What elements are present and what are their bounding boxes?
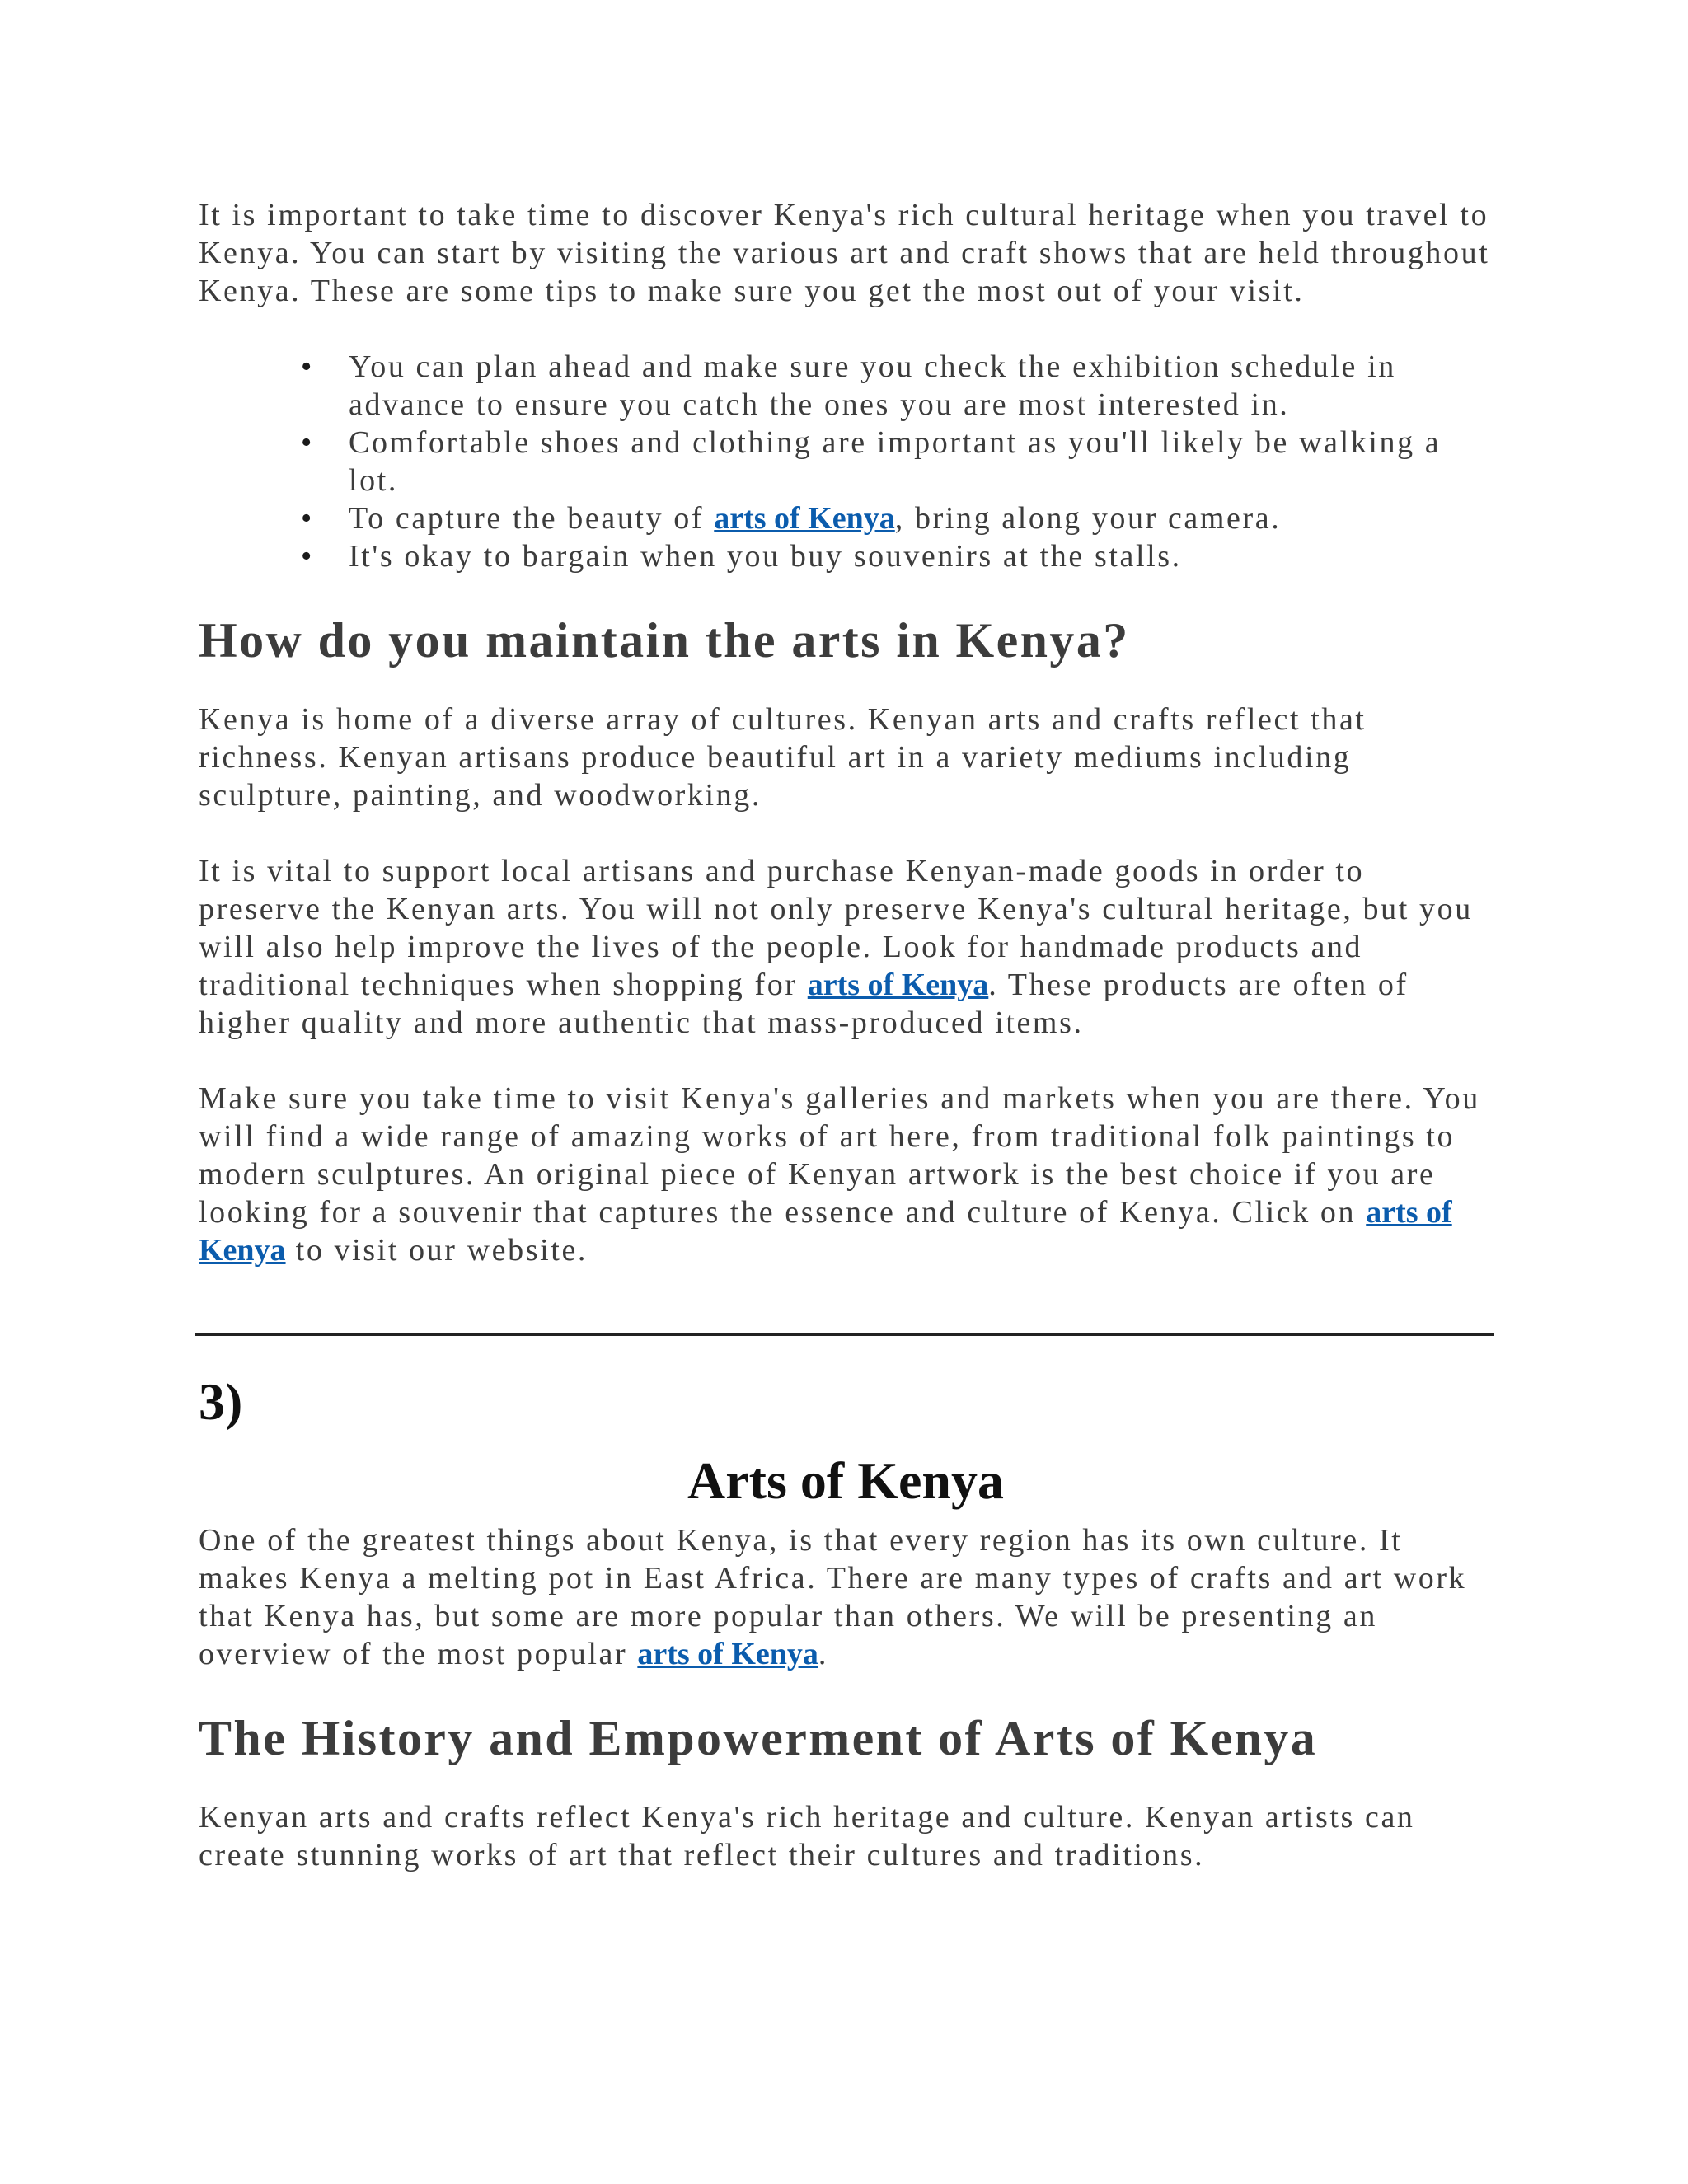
paragraph-text: to visit our website. bbox=[285, 1233, 588, 1268]
tips-list bbox=[199, 348, 1493, 575]
paragraph-text: . These products are often of higher quality and more authentic that mass-produced items. bbox=[199, 968, 1409, 1040]
section3-paragraph-1 bbox=[199, 1521, 1493, 1673]
list-item bbox=[349, 499, 1493, 537]
history-heading: The History and Empowerment of Arts of Kenya bbox=[199, 1711, 1318, 1765]
tip-text: Comfortable shoes and clothing are important as you'll likely be walking a lot. bbox=[349, 425, 1442, 498]
document-page bbox=[199, 196, 1493, 1874]
section-number: 3) bbox=[199, 1372, 243, 1431]
tip-text: You can plan ahead and make sure you check the exhibition schedule in advance to ensure you catch the ones you are most interested in. bbox=[349, 349, 1396, 422]
intro-paragraph: It is important to take time to discover Kenya's rich cultural heritage when you travel to Kenya. You can start by visiting the various art and craft shows that are held throughout Kenya. These are some tips to make sure you get the most out of your visit. bbox=[199, 198, 1490, 308]
maintain-paragraph-3 bbox=[199, 1080, 1493, 1269]
maintain-heading: How do you maintain the arts in Kenya? bbox=[199, 613, 1130, 668]
tip-text: It's okay to bargain when you buy souvenirs at the stalls. bbox=[349, 539, 1182, 574]
section3-paragraph-2: Kenyan arts and crafts reflect Kenya's rich heritage and culture. Kenyan artists can create stunning works of art that reflect their cultures and traditions. bbox=[199, 1800, 1415, 1872]
tip-text-after: , bring along your camera. bbox=[894, 501, 1282, 536]
paragraph-text: Make sure you take time to visit Kenya's galleries and markets when you are there. You will find a wide range of amazing works of art here, from traditional folk paintings to modern sculptures. An original piece of Kenyan artwork is the best choice if you are looking for a souvenir that captures the essence and culture of Kenya. Click on bbox=[199, 1081, 1480, 1230]
arts-of-kenya-link[interactable]: arts of Kenya bbox=[199, 1195, 1452, 1268]
list-item bbox=[349, 348, 1493, 424]
divider-block bbox=[199, 1269, 1493, 1371]
list-item bbox=[349, 537, 1493, 575]
arts-of-kenya-link[interactable]: arts of Kenya bbox=[714, 501, 895, 536]
arts-of-kenya-link[interactable]: arts of Kenya bbox=[807, 968, 989, 1002]
paragraph-text: One of the greatest things about Kenya, is that every region has its own culture. It makes Kenya a melting pot in East Africa. There are many types of crafts and art work that Kenya has, but some are more popular than others. We will be presenting an overview of the most popular bbox=[199, 1523, 1467, 1671]
arts-of-kenya-link[interactable]: arts of Kenya bbox=[637, 1637, 818, 1671]
maintain-paragraph-2 bbox=[199, 852, 1493, 1042]
horizontal-rule bbox=[195, 1333, 1494, 1336]
paragraph-text: . bbox=[818, 1637, 828, 1671]
list-item bbox=[349, 424, 1493, 499]
maintain-paragraph-1: Kenya is home of a diverse array of cultures. Kenyan arts and crafts reflect that richness. Kenyan artisans produce beautiful art in a variety mediums including sculpture, painting, and woodworking. bbox=[199, 702, 1367, 813]
section-title: Arts of Kenya bbox=[687, 1451, 1004, 1510]
paragraph-text: It is vital to support local artisans and purchase Kenyan-made goods in order to preserve the Kenyan arts. You will not only preserve Kenya's cultural heritage, but you will also help improve the lives of the people. Look for handmade products and traditional techniques when shopping for bbox=[199, 854, 1473, 1002]
tip-text-before: To capture the beauty of bbox=[349, 501, 715, 536]
